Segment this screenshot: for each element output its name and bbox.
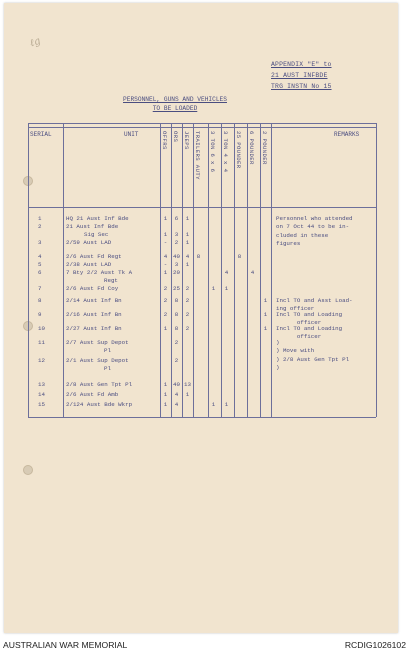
row-value: 1 (163, 401, 168, 408)
document-title (100, 95, 250, 113)
punch-hole (23, 465, 33, 475)
header-col-7: 6 POUNDER (248, 131, 255, 165)
header-col-3: TRAILERS AUTY (194, 131, 201, 180)
row-value: 1 (224, 285, 229, 292)
row-unit: Regt (104, 277, 118, 284)
row-value: 40 (173, 381, 180, 388)
header-col-5: 3 TON 4 x 4 (222, 131, 229, 173)
row-value: 6 (174, 215, 179, 222)
row-unit: 2/6 Aust Fd Coy (66, 285, 119, 292)
row-unit: 2/16 Aust Inf Bn (66, 311, 122, 318)
footer-reference: RCDIG1026102 (344, 640, 406, 650)
row-value: 1 (185, 261, 190, 268)
row-unit: 2/14 Aust Inf Bn (66, 297, 122, 304)
row-value: 1 (185, 215, 190, 222)
row-value: 1 (224, 401, 229, 408)
row-serial: 15 (38, 401, 45, 408)
row-value: 1 (263, 325, 268, 332)
archive-footer (0, 637, 410, 653)
row-value: 1 (185, 391, 190, 398)
row-value: 4 (174, 391, 179, 398)
row-value: 1 (211, 401, 216, 408)
row-value: 8 (174, 297, 179, 304)
remarks-r10: Incl TO and Loading officer (276, 325, 343, 341)
row-value: 25 (173, 285, 180, 292)
table-rule (28, 417, 376, 418)
footer-source: AUSTRALIAN WAR MEMORIAL (3, 640, 128, 650)
row-unit: HQ 21 Aust Inf Bde (66, 215, 129, 222)
table-column-rule (271, 123, 272, 417)
table-column-rule (376, 123, 377, 417)
row-value: 2 (185, 325, 190, 332)
row-unit: 2/6 Aust Fd Regt (66, 253, 122, 260)
row-value: 2 (174, 357, 179, 364)
row-value: 1 (263, 297, 268, 304)
row-value: 4 (174, 401, 179, 408)
header-col-0: OFFRS (161, 131, 168, 150)
row-value: 4 (185, 253, 190, 260)
row-value: 20 (173, 269, 180, 276)
row-value: 8 (174, 311, 179, 318)
header-col-6: 25 POUNDER (235, 131, 242, 169)
row-serial: 3 (38, 239, 42, 246)
pencil-mark: ℓg (28, 35, 43, 50)
row-value: 1 (163, 381, 168, 388)
title-line-2: TO BE LOADED (152, 105, 198, 112)
row-value: 1 (163, 231, 168, 238)
table-column-rule (63, 123, 64, 417)
row-value: - (163, 261, 168, 268)
appendix-line-2: 21 AUST INFBDE (271, 72, 328, 79)
row-value: 2 (163, 297, 168, 304)
row-unit: Sig Sec (84, 231, 109, 238)
header-unit: UNIT (124, 131, 139, 138)
row-unit: 2/6 Aust Fd Amb (66, 391, 119, 398)
row-unit: 2/38 Aust LAD (66, 261, 112, 268)
row-serial: 2 (38, 223, 42, 230)
header-col-4: 3 TON 6 x 6 (209, 131, 216, 173)
header-col-1: ORS (172, 131, 179, 143)
row-value: 2 (185, 311, 190, 318)
row-value: 2 (185, 297, 190, 304)
row-value: 1 (211, 285, 216, 292)
row-value: 8 (237, 253, 242, 260)
row-value: 1 (185, 231, 190, 238)
remarks-r9: Incl TO and Loading officer (276, 311, 343, 327)
table-column-rule (182, 123, 183, 417)
row-value: 8 (174, 325, 179, 332)
row-value: 2 (163, 311, 168, 318)
row-value: 3 (174, 231, 179, 238)
appendix-line-1: APPENDIX "E" to (271, 61, 332, 68)
document-page (4, 3, 398, 633)
row-unit: 7 Bty 2/2 Aust Tk A (66, 269, 133, 276)
header-serial: SERIAL (30, 131, 52, 138)
row-value: 1 (163, 325, 168, 332)
row-serial: 5 (38, 261, 42, 268)
row-serial: 1 (38, 215, 42, 222)
row-unit: 2/1 Aust Sup Depot (66, 357, 129, 364)
row-serial: 6 (38, 269, 42, 276)
remarks-r1: Personnel who attended on 7 Oct 44 to be in- cluded in these figures (276, 215, 353, 247)
row-value: 1 (163, 391, 168, 398)
row-unit: Pl (104, 347, 111, 354)
row-value: 1 (263, 311, 268, 318)
row-serial: 8 (38, 297, 42, 304)
row-serial: 11 (38, 339, 45, 346)
row-value: 4 (163, 253, 168, 260)
title-line-1: PERSONNEL, GUNS AND VEHICLES (123, 96, 227, 103)
row-value: 1 (163, 215, 168, 222)
header-col-2: JEEPS (183, 131, 190, 150)
row-value: 2 (174, 239, 179, 246)
row-value: - (163, 239, 168, 246)
row-unit: Pl (104, 365, 111, 372)
row-value: 4 (224, 269, 229, 276)
row-serial: 13 (38, 381, 45, 388)
loading-table (26, 123, 376, 419)
table-column-rule (28, 123, 29, 417)
row-value: 1 (163, 269, 168, 276)
row-value: 3 (174, 261, 179, 268)
row-value: 40 (173, 253, 180, 260)
row-unit: 2/124 Aust Bde Wkrp (66, 401, 133, 408)
row-value: 13 (184, 381, 191, 388)
remarks-r8: Incl TO and Asst Load- ing officer (276, 297, 353, 313)
row-value: 8 (196, 253, 201, 260)
row-unit: 21 Aust Inf Bde (66, 223, 119, 230)
row-value: 2 (163, 285, 168, 292)
table-rule (28, 123, 376, 124)
row-value: 2 (185, 285, 190, 292)
table-column-rule (260, 123, 261, 417)
table-rule (28, 207, 376, 208)
row-serial: 12 (38, 357, 45, 364)
row-unit: 2/27 Aust Inf Bn (66, 325, 122, 332)
row-serial: 7 (38, 285, 42, 292)
row-value: 2 (174, 339, 179, 346)
header-col-8: 2 POUNDER (261, 131, 268, 165)
row-unit: 2/7 Aust Sup Depot (66, 339, 129, 346)
remarks-r11: ) ) Move with ) 2/8 Aust Gen Tpt Pl ) (276, 339, 350, 371)
appendix-line-3: TRG INSTN No 15 (271, 83, 332, 90)
row-unit: 2/8 Aust Gen Tpt Pl (66, 381, 133, 388)
appendix-reference (271, 59, 332, 92)
row-serial: 14 (38, 391, 45, 398)
table-rule (28, 127, 376, 128)
row-serial: 10 (38, 325, 45, 332)
row-serial: 9 (38, 311, 42, 318)
row-value: 4 (250, 269, 255, 276)
row-value: 1 (185, 239, 190, 246)
header-remarks: REMARKS (334, 131, 360, 138)
row-serial: 4 (38, 253, 42, 260)
row-unit: 2/59 Aust LAD (66, 239, 112, 246)
